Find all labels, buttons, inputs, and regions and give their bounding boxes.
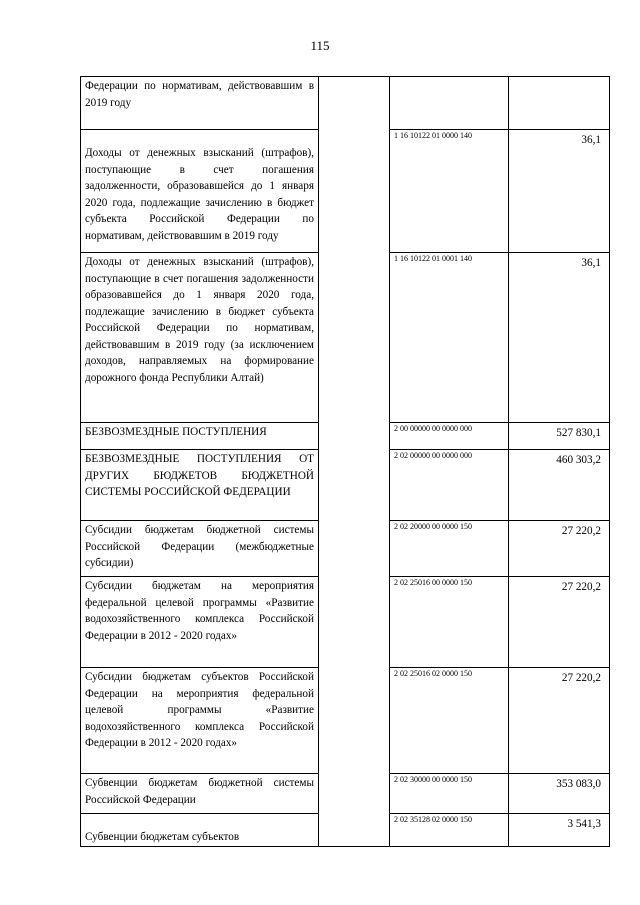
- table-row: [81, 77, 610, 130]
- row-amount: [509, 77, 610, 130]
- budget-table: [80, 76, 610, 847]
- row-name: Субсидии бюджетам бюджетной системы Российской Федерации (межбюджетные субсидии): [81, 521, 319, 577]
- page-number: 115: [310, 38, 330, 53]
- row-code: 2 00 00000 00 0000 000: [390, 423, 509, 450]
- row-code: 2 02 20000 00 0000 150: [390, 521, 509, 577]
- row-name: Федерации по нормативам, действовавшим в 2019 году: [81, 77, 319, 130]
- row-amount: 460 303,2: [509, 450, 610, 521]
- row-name: Субвенции бюджетам бюджетной системы Российской Федерации: [81, 774, 319, 814]
- row-amount: 27 220,2: [509, 668, 610, 774]
- row-name: Доходы от денежных взысканий (штрафов), поступающие в счет погашения задолженности, образовавшейся до 1 января 2020 года, подлежащие зачислению в бюджет субъекта Российской Федерации по нормативам, действовавшим в 2019 году: [81, 130, 319, 253]
- row-amount: 36,1: [509, 130, 610, 253]
- row-name: БЕЗВОЗМЕЗДНЫЕ ПОСТУПЛЕНИЯ ОТ ДРУГИХ БЮДЖЕТОВ БЮДЖЕТНОЙ СИСТЕМЫ РОССИЙСКОЙ ФЕДЕРАЦИИ: [81, 450, 319, 521]
- row-amount: 353 083,0: [509, 774, 610, 814]
- row-code: 2 02 30000 00 0000 150: [390, 774, 509, 814]
- row-code: 2 02 00000 00 0000 000: [390, 450, 509, 521]
- row-name: БЕЗВОЗМЕЗДНЫЕ ПОСТУПЛЕНИЯ: [81, 423, 319, 450]
- row-amount: 527 830,1: [509, 423, 610, 450]
- row-name: Субсидии бюджетам субъектов Российской Федерации на мероприятия федеральной целевой программы «Развитие водохозяйственного комплекса Российской Федерации в 2012 - 2020 годах»: [81, 668, 319, 774]
- row-code: 2 02 35128 02 0000 150: [390, 814, 509, 847]
- row-amount: 3 541,3: [509, 814, 610, 847]
- row-amount: 27 220,2: [509, 577, 610, 668]
- row-code: 1 16 10122 01 0000 140: [390, 130, 509, 253]
- row-code: 1 16 10122 01 0001 140: [390, 253, 509, 423]
- empty-column: [319, 77, 390, 847]
- row-code: 2 02 25016 00 0000 150: [390, 577, 509, 668]
- row-amount: 27 220,2: [509, 521, 610, 577]
- row-name: Субвенции бюджетам субъектов: [81, 814, 319, 847]
- row-code: 2 02 25016 02 0000 150: [390, 668, 509, 774]
- row-amount: 36,1: [509, 253, 610, 423]
- row-name: Субсидии бюджетам на мероприятия федеральной целевой программы «Развитие водохозяйственного комплекса Российской Федерации в 2012 - 2020 годах»: [81, 577, 319, 668]
- row-code: [390, 77, 509, 130]
- row-name: Доходы от денежных взысканий (штрафов), поступающие в счет погашения задолженности образовавшейся до 1 января 2020 года, подлежащие зачислению в бюджет субъекта Российской Федерации по нормативам, действовавшим в 2019 году (за исключением доходов, направляемых на формирование дорожного фонда Республики Алтай): [81, 253, 319, 423]
